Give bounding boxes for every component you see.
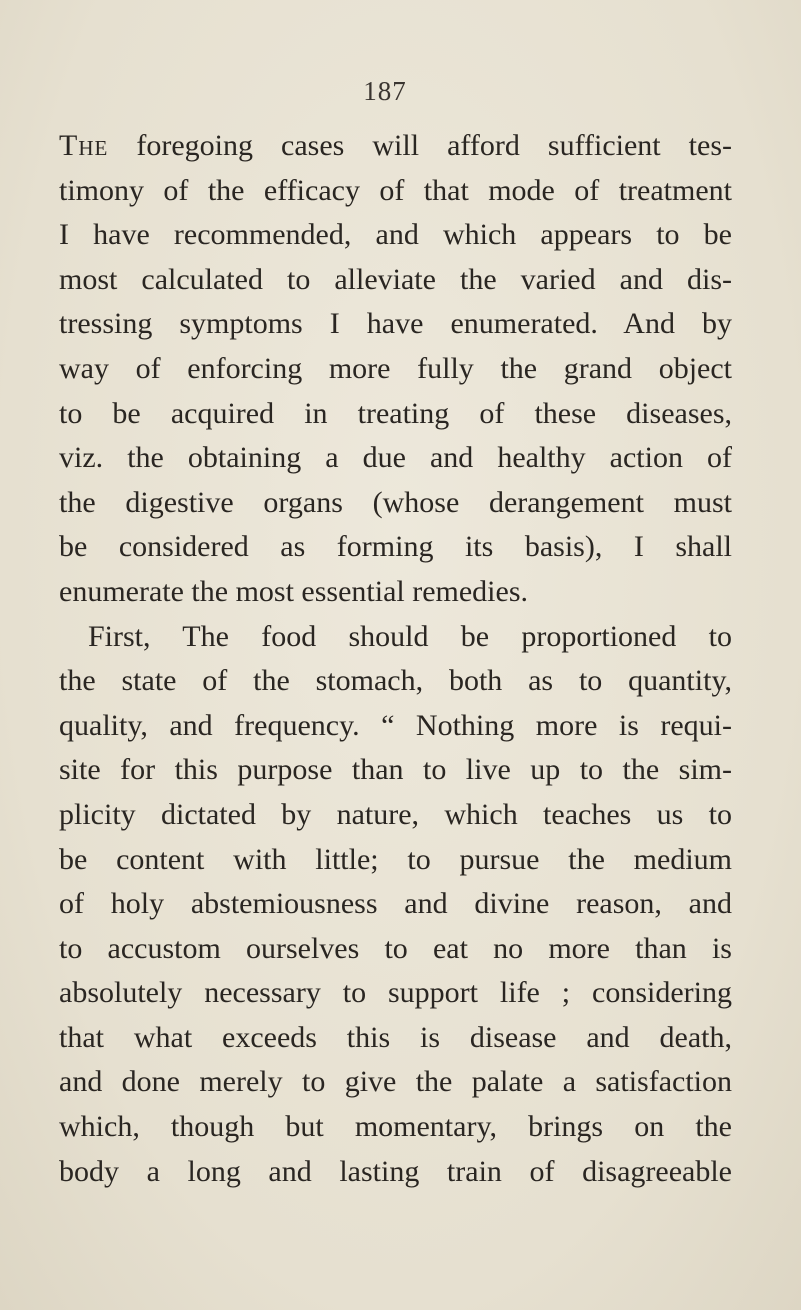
text-line xyxy=(59,124,732,169)
text-line: of holy abstemiousness and divine reason, and xyxy=(59,887,732,921)
text-line: which, though but momentary, brings on the xyxy=(59,1110,732,1144)
text-line: the digestive organs (whose derangement must xyxy=(59,485,732,519)
text-line: absolutely necessary to support life ; considering xyxy=(59,976,732,1010)
first-word: The xyxy=(59,129,109,162)
text-line: be considered as forming its basis), I shall xyxy=(59,530,732,564)
text-line: site for this purpose than to live up to the sim- xyxy=(59,753,732,787)
text-line: and done merely to give the palate a satisfaction xyxy=(59,1065,732,1099)
text-line: tressing symptoms I have enumerated. And by xyxy=(59,307,732,341)
text-line: body a long and lasting train of disagreeable xyxy=(59,1154,732,1188)
text-line: to accustom ourselves to eat no more than is xyxy=(59,931,732,965)
text-line: that what exceeds this is disease and death, xyxy=(59,1020,732,1054)
text-line: I have recommended, and which appears to be xyxy=(59,218,732,252)
text-line: plicity dictated by nature, which teaches us to xyxy=(59,797,732,831)
text-line: enumerate the most essential remedies. xyxy=(59,574,528,608)
text-line: to be acquired in treating of these diseases, xyxy=(59,396,732,430)
text-line: viz. the obtaining a due and healthy action of xyxy=(59,441,732,475)
text-line: quality, and frequency. “ Nothing more is requi- xyxy=(59,708,732,742)
body-text xyxy=(59,124,732,1194)
text-line: First, The food should be proportioned to xyxy=(88,619,732,653)
text-line: be content with little; to pursue the medium xyxy=(59,842,732,876)
text-line: way of enforcing more fully the grand object xyxy=(59,351,732,385)
text-line: most calculated to alleviate the varied and dis- xyxy=(59,262,732,296)
page-number: 187 xyxy=(363,76,407,106)
text-line: the state of the stomach, both as to quantity, xyxy=(59,664,732,698)
text-line-rest: foregoing cases will afford sufficient tes- xyxy=(108,129,732,162)
text-line: timony of the efficacy of that mode of treatment xyxy=(59,173,732,207)
